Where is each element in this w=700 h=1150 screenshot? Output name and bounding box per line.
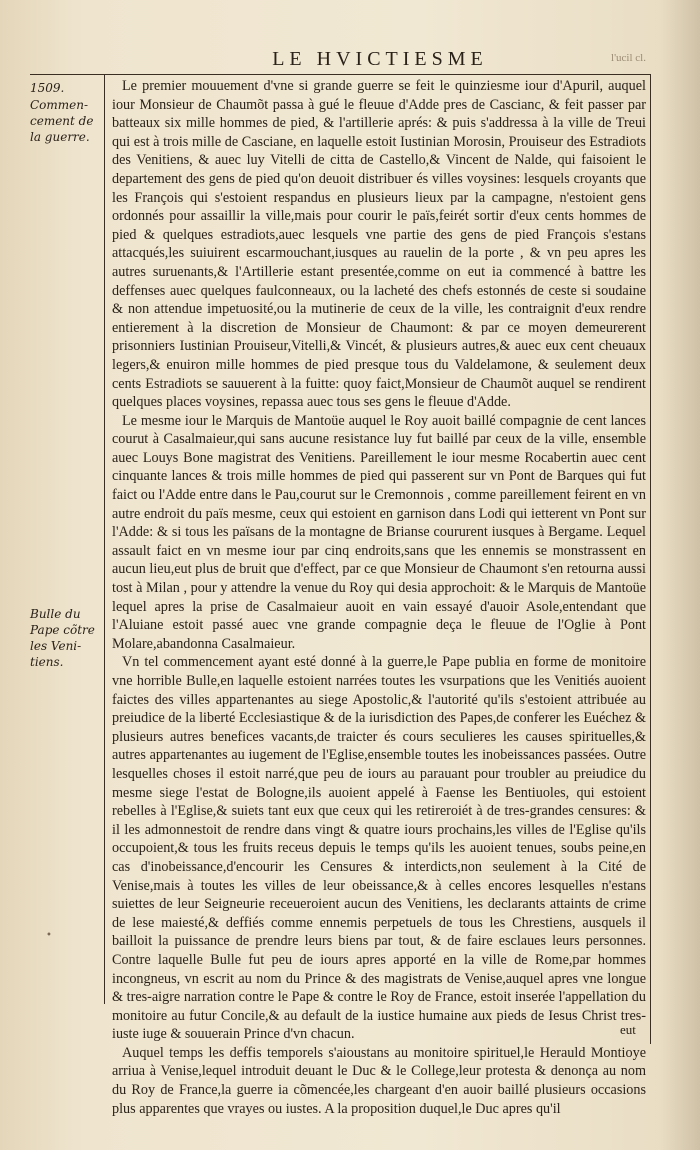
- paragraph-2: Le mesme iour le Marquis de Mantoüe auquel le Roy auoit baillé compagnie de cent lances courut à Casalmaieur,qui sans aucune resistance luy fut baillé par ceux de la ville, ensemble auec Louys Bone magistrat des Venitiens. Pareillement le iour mesme Rocabertin auec cent cinquante lances & trois mille hommes de pied qui passerent sur vn Pont de Barques qui fut faict ou l'Adde entre dans le Pau,courut sur le Cremonnois , comme pareillement feirent en vn autre endroit du païs mesme, ceux qui estoient en garnison dans Lodi qui ietterent vn Pont sur l'Adde: & si tous les païsans de la montagne de Brianse coururent iusques à Bergame. Lequel assault faict en vn mesme iour par cinq endroits,sans que les ennemis se monstrassent en aucun lieu,eut plus de bruit que d'effect, par ce que Monsieur de Chaumont s'en retourna aussi tost à Milan , pour y attendre la venue du Roy qui desia approchoit: & le Marquis de Mantoüe lequel apres la prise de Casalmaieur auoit en vain essayé d'auoir Asole,entendant que l'Aluiane estoit passé auec vne grande compagnie deça le fleuue de l'Oglie à Pont Molare,abandonna Casalmaieur.: [112, 412, 646, 652]
- header-stamp: l'ucil cl.: [611, 52, 646, 64]
- paragraph-1: Le premier mouuement d'vne si grande guerre se feit le quinziesme iour d'Apuril, auquel iour Monsieur de Chaumõt passa à gué le fleuue d'Adde pres de Cascianc, & feit passer par batteaux six mille hommes de pied, & l'artillerie aprés: & puis s'addressa à la ville de Treui qui est à trois mille de Casciane, en laquelle estoit Iustinian Morosin, Prouiseur des Estradiots des Venitiens, & auec luy Vitelli de citta de Castello,& Vincent de Nalde, qui faisoient le departement des gens de pied qu'on deuoit distribuer és villes voysines: lesquels croyants que les François qui s'estoient respandus en plusieurs lieux par la campagne, n'estoient gens ordonnés pour assaillir la ville,mais pour courir le païs,feirét sortir d'eux cents hommes de pied & quelques estradiots,auec lesquels vne partie des gens de pied François s'estans attacqués,les suiuirent escarmouchant,iusques au rauelin de la porte , & vn peu apres les autres suruenants,& l'Artillerie estant presentée,comme on eut ia commencé à battre les deffenses auec quelques faulconneaux, ou la lacheté des chefs estonnés de ceste si soudaine & non attendue impetuosité,ou la mutinerie de ceux de la ville, les contraignit d'eux rendre entierement à la discretion de Monsieur de Chaumont: & par ce moyen demeurerent prisonniers Iustinian Prouiseur,Vitelli,& Vincét, & plusieurs autres,& auec eux cent cheuaux legers,& enuiron mille hommes de pied presque tous du Valdelamone, & seulement deux cents Estradiots se sauuerent à la fuitte: quoy faict,Monsieur de Chaumõt auquel se rendirent quelques places voysines, repassa auec tous ses gens le fleuue d'Adde.: [112, 78, 646, 411]
- ink-speck: •: [46, 930, 52, 941]
- margin-year: 1509.: [30, 81, 65, 95]
- margin-rule-left: [104, 74, 105, 1004]
- margin-note-bull: Bulle du Pape cõtre les Veni-tiens.: [30, 607, 95, 669]
- paragraph-4: Auquel temps les deffis temporels s'aioustans au monitoire spirituel,le Herauld Montioye arriua à Venise,lequel introduit deuant le Duc & le College,leur protesta & denonça au nom du Roy de France,la guerre ia cõmencée,les chargeant d'en auoir baillé plusieurs occasions plus apparentes que vrayes ou iustes. A la proposition duquel,le Duc apres qu'il: [112, 1044, 646, 1117]
- margin-note-commencement: Commen-cement de la guerre.: [30, 98, 94, 144]
- paragraph-3: Vn tel commencement ayant esté donné à la guerre,le Pape publia en forme de monitoire vne horrible Bulle,en laquelle estoient narrées toutes les vsurpations que les Venitiés auoient faictes des villes appartenantes au siege Apostolic,& l'autorité qu'ils s'estoient attribuée au preiudice de la liberté Ecclesiastique & de la iurisdiction des Papes,de conferer les Euéchez & plusieurs autres benefices vacants,de traicter és cours seculieres les causes spirituelles,& autres appartenantes au iugement de l'Eglise,ensemble toutes les inobeissances passées. Outre lesquelles choses il estoit narré,que peu de iours au parauant pour troubler au preiudice du mesme siege l'estat de Bologne,ils auoient appelé à Faense les Bentiuoles, qui estoient rebelles à l'Eglise,& suiets tant eux que ceux qui les retireroiét à de tres-grandes censures: & il les admonnestoit de rendre dans vingt & quatre iours prochains,les villes de l'Eglise qu'ils occupoient,& tous les fruits receus depuis le temps qu'ils les auoient tenues, soubs peine,en cas d'inobeissance,d'encourir les Censures & interdicts,non seulement à la Cité de Venise,mais à toutes les villes de leur obeissance,& à celles encores lesquelles n'estans suiettes de leur Seigneurie receueroient aucun des Venitiens, les declarants attaints de crime de lese maiesté,& deffiés comme ennemis perpetuels de tous les Chrestiens, ausquels il bailloit la puissance de prendre leurs biens par tout, & de faire esclaues leurs personnes. Contre laquelle Bulle fut peu de iours apres apporté en la ville de Rome,par hommes incongneus, vn escrit au nom du Prince & des magistrats de Venise,auquel apres vne longue & tres-aigre narration contre le Pape & contre le Roy de France, estoit inserée l'appellation du monitoire au futur Concile,& au default de la iustice humaine aux pieds de Iesus Christ tres-iuste iuge & souuerain Prince d'vn chacun.: [112, 654, 646, 1043]
- main-text: [112, 77, 646, 1118]
- header-rule: [30, 74, 650, 75]
- page-edge-shadow: [660, 0, 700, 1150]
- catchword: eut: [620, 1022, 636, 1037]
- running-header: LE HVICTIESME: [272, 48, 488, 70]
- margin-rule-right: [650, 74, 651, 1044]
